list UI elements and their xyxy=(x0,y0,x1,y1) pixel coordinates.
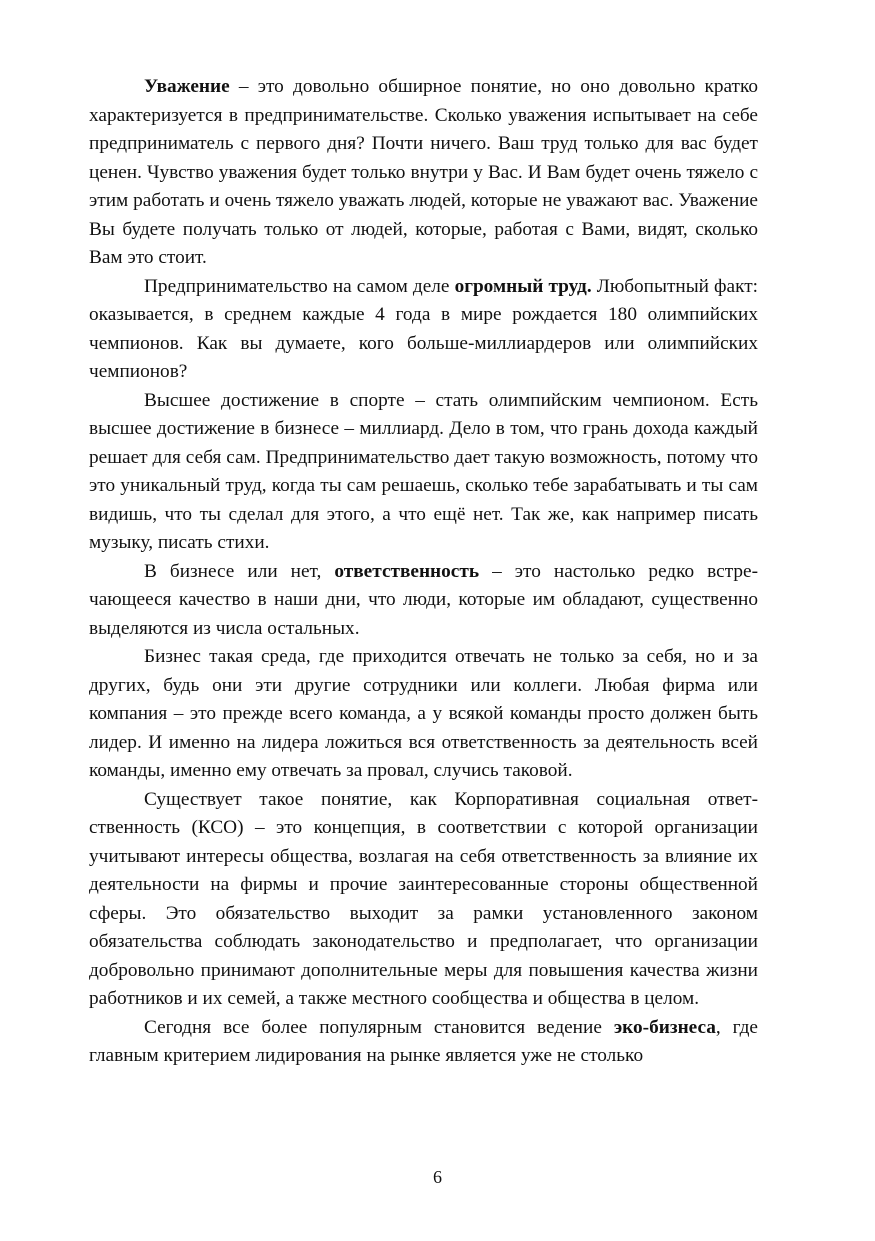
paragraph-eco-business xyxy=(89,1014,758,1071)
term-eco-business: эко-бизнеса xyxy=(613,1016,716,1038)
paragraph-leadership xyxy=(89,643,758,786)
paragraph-responsibility xyxy=(89,558,758,644)
paragraph-text: Предпринимательство на самом деле xyxy=(144,275,455,297)
paragraph-text: В бизнесе или нет, xyxy=(144,560,335,582)
paragraph-text: – это настолько редко встречающееся качество в наши дни, что люди, которые им обладают, существенно выделяются из числа остальных. xyxy=(89,560,758,639)
paragraph-hard-work xyxy=(89,273,758,387)
paragraph-text: Бизнес такая среда, где приходится отвечать не только за себя, но и за других, будь они эти другие сотрудники или коллеги. Любая фирма или компания – это прежде всего команда, а у всякой команды просто должен быть лидер. И именно на лидера ложиться вся ответственность за деятельность всей команды, именно ему отвечать за провал, случись таковой. xyxy=(89,646,758,781)
term-respect: Уважение xyxy=(144,76,230,97)
paragraph-text: – это довольно обширное понятие, но оно довольно кратко характеризуется в предпринимательстве. Сколько уважения испытывает на себе предприниматель с первого дня? Почти ничего. Ваш труд только для вас будет ценен. Чувство уважения будет только внутри у Вас. И Вам будет очень тяжело с этим работать и очень тяжело уважать людей, которые не уважают вас. Уважение Вы будете получать только от людей, которые, работая с Вами, видят, сколько Вам это стоит. xyxy=(89,76,758,268)
paragraph-achievement xyxy=(89,387,758,558)
paragraph-text: Сегодня все более популярным становится ведение xyxy=(144,1016,614,1038)
paragraph-text: , где главным критерием лидирования на рынке является уже не столько xyxy=(89,1016,758,1066)
paragraph-respect xyxy=(89,73,758,273)
paragraph-text: Любопытный факт: оказывается, в среднем каждые 4 года в мире рождается 180 олимпийских чемпионов. Как вы думаете, кого больше-миллиардеров или олимпийских чемпионов? xyxy=(89,275,759,382)
body-text xyxy=(89,73,758,1071)
paragraph-text: Высшее достижение в спорте – стать олимпийским чемпионом. Есть высшее достижение в бизнесе – миллиард. Дело в том, что грань дохода каждый решает для себя сам. Предпринимательство дает такую возможность, потому что это уникальный труд, когда ты сам решаешь, сколько тебе зарабатывать и ты сам видишь, что ты сделал для этого, а что ещё нет. Так же, как например писать музыку, писать стихи. xyxy=(89,389,758,553)
term-responsibility: ответственность xyxy=(334,560,480,582)
paragraph-text: Существует такое понятие, как Корпоративная социальная ответственность (КСО) – это концепция, в соответствии с которой организации учитывают интересы общества, возлагая на себя ответственность за влияние их деятельности на фирмы и прочие заинтересованные стороны общественной сферы. Это обязательство выходит за рамки установленного законом обязательства соблюдать законодательство и предполагает, что организации добровольно принимают дополнительные меры для повышения качества жизни работников и их семей, а также местного сообщества и общества в целом. xyxy=(89,788,758,1009)
term-hard-work: огромный труд. xyxy=(454,275,592,297)
page-number: 6 xyxy=(433,1167,442,1187)
paragraph-csr xyxy=(89,786,758,1014)
